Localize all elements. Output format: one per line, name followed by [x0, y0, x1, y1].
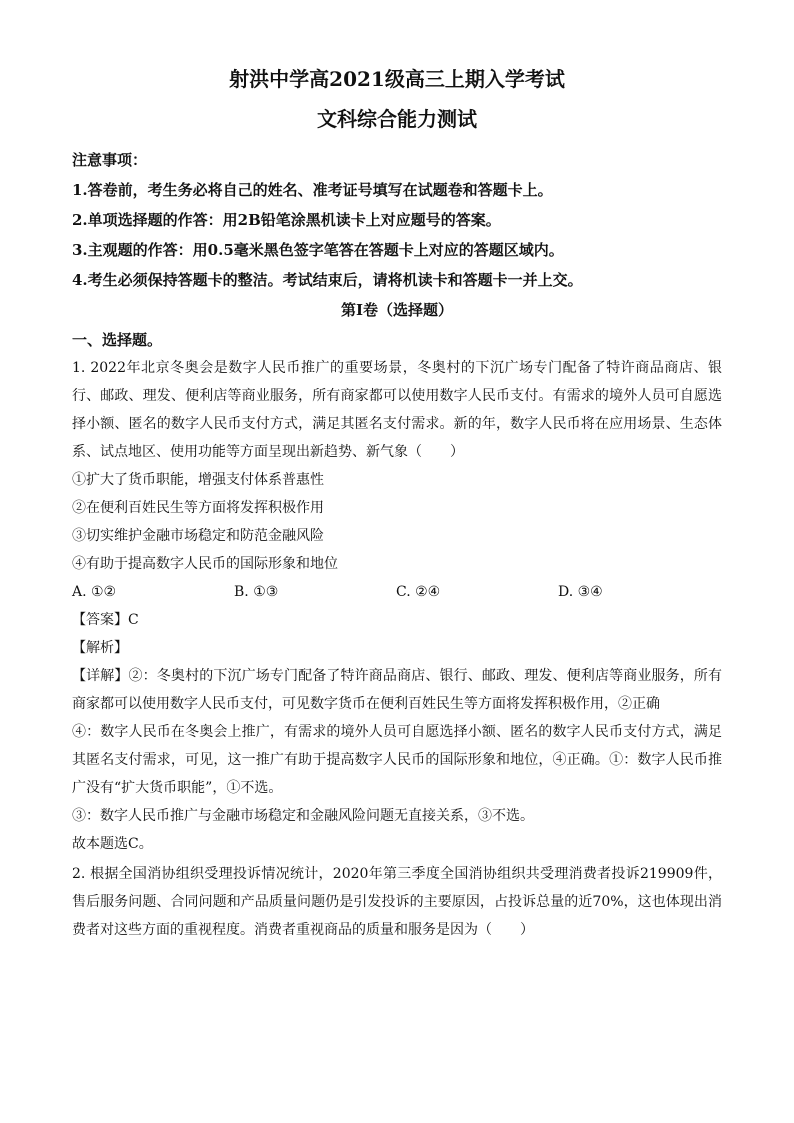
analysis-paragraph: 【详解】②：冬奥村的下沉广场专门配备了特许商品商店、银行、邮政、理发、便利店等商业服务，所有商家都可以使用数字人民币支付，可见数字货币在便利百姓民生等方面将发挥积极作用，②正确: [72, 668, 722, 712]
analysis-paragraph: ④：数字人民币在冬奥会上推广，有需求的境外人员可自愿选择小额、匿名的数字人民币支付方式，满足其匿名支付需求，可见，这一推广有助于提高数字人民币的国际形象和地位，④正确。①：数字人民币推广没有“扩大货币职能”，①不选。: [72, 724, 722, 796]
analysis-paragraph: ③：数字人民币推广与金融市场稳定和金融风险问题无直接关系，③不选。: [72, 808, 534, 824]
option-c: C. ②④: [396, 584, 441, 600]
exam-subtitle: 文科综合能力测试: [317, 107, 477, 131]
exam-page: [72, 64, 722, 944]
part-heading: 一、选择题。: [72, 331, 163, 349]
option-a: A. ①②: [72, 584, 117, 600]
note-item: 2.单项选择题的作答：用2B铅笔涂黑机读卡上对应题号的答案。: [72, 211, 501, 229]
question-stem: 2. 根据全国消协组织受理投诉情况统计，2020年第三季度全国消协组织共受理消费者投诉219909件，售后服务问题、合同问题和产品质量问题仍是引发投诉的主要原因，占投诉总量的近70%，这也体现出消费者对这些方面的重视程度。消费者重视商品的质量和服务是因为（ ）: [72, 866, 722, 938]
statement: ③切实维护金融市场稳定和防范金融风险: [72, 528, 324, 544]
exam-title: 射洪中学高2021级高三上期入学考试: [229, 67, 565, 91]
notes-heading: 注意事项：: [72, 151, 148, 169]
option-b: B. ①③: [234, 584, 279, 600]
statement: ④有助于提高数字人民币的国际形象和地位: [72, 556, 338, 572]
analysis-paragraph: 故本题选C。: [72, 836, 153, 852]
question-2: [72, 860, 722, 944]
note-item: 1.答卷前，考生务必将自己的姓名、准考证号填写在试题卷和答题卡上。: [72, 181, 553, 199]
answer-label: 【答案】C: [72, 612, 139, 628]
question-1: [72, 354, 722, 858]
statement: ①扩大了货币职能，增强支付体系普惠性: [72, 472, 324, 488]
notes-block: [72, 150, 722, 290]
note-item: 4.考生必须保持答题卡的整洁。考试结束后，请将机读卡和答题卡一并上交。: [72, 271, 583, 289]
analysis-label: 【解析】: [72, 640, 128, 656]
question-stem: 1. 2022年北京冬奥会是数字人民币推广的重要场景，冬奥村的下沉广场专门配备了特许商品商店、银行、邮政、理发、便利店等商业服务，所有商家都可以使用数字人民币支付。有需求的境外人员可自愿选择小额、匿名的数字人民币支付方式，满足其匿名支付需求。新的年，数字人民币将在应用场景、生态体系、试点地区、使用功能等方面呈现出新趋势、新气象（ ）: [72, 360, 722, 460]
note-item: 3.主观题的作答：用0.5毫米黑色签字笔答在答题卡上对应的答题区域内。: [72, 241, 564, 259]
volume-heading: 第Ⅰ卷（选择题）: [340, 301, 454, 319]
option-d: D. ③④: [558, 584, 603, 600]
statement: ②在便利百姓民生等方面将发挥积极作用: [72, 500, 324, 516]
options-row: [72, 578, 722, 606]
